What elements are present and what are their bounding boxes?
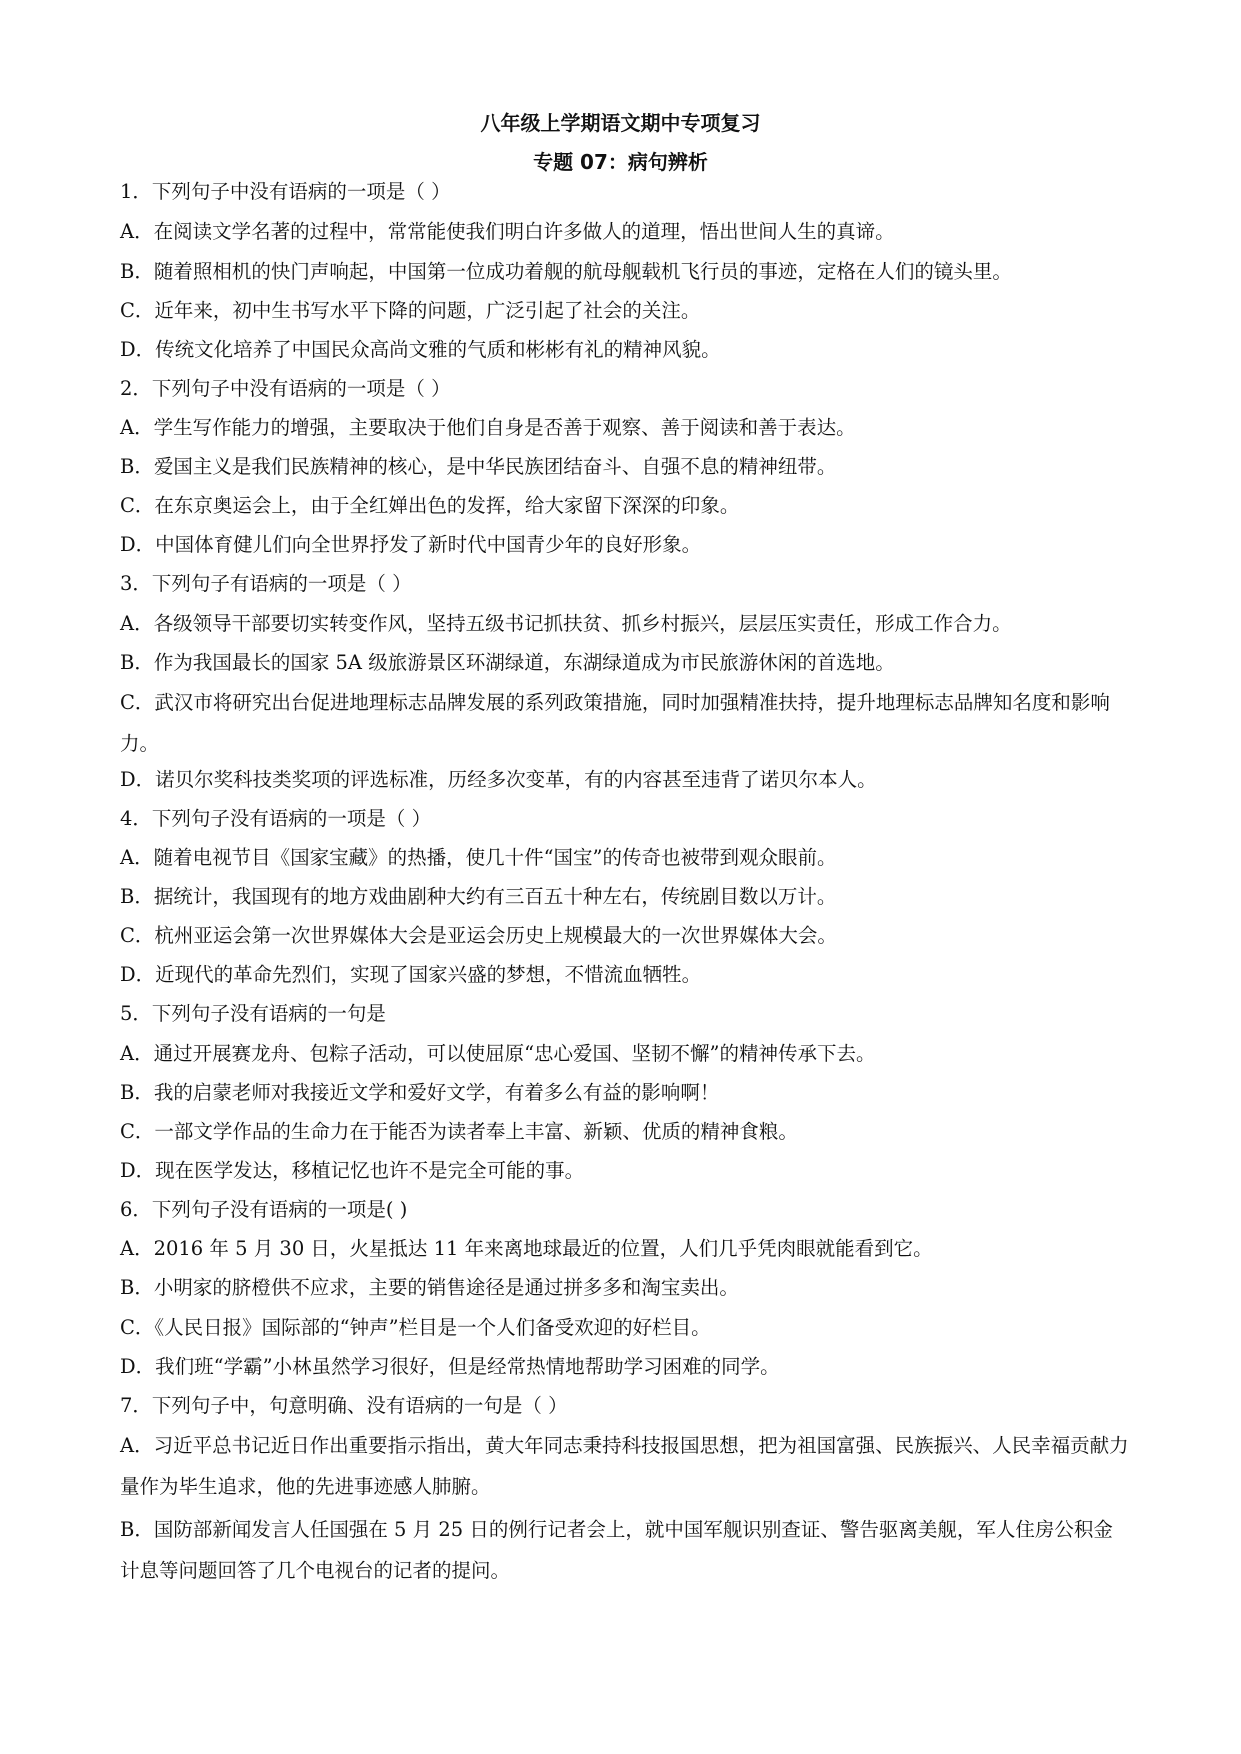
question-4-option-c: C．杭州亚运会第一次世界媒体大会是亚运会历史上规模最大的一次世界媒体大会。 bbox=[120, 924, 837, 947]
document-subtitle: 专题 07：病句辨析 bbox=[533, 150, 708, 174]
question-7-option-a: A．习近平总书记近日作出重要指示指出，黄大年同志秉持科技报国思想，把为祖国富强、民族振兴、人民幸福贡献力量作为毕生追求，他的先进事迹感人肺腑。 bbox=[120, 1434, 1129, 1498]
question-4-option-a: A．随着电视节目《国家宝藏》的热播，使几十件“国宝”的传奇也被带到观众眼前。 bbox=[120, 846, 837, 869]
question-3-stem: 3．下列句子有语病的一项是（ ） bbox=[120, 572, 412, 595]
question-6-option-a: A．2016 年 5 月 30 日，火星抵达 11 年来离地球最近的位置，人们几乎凭肉眼就能看到它。 bbox=[120, 1237, 933, 1260]
question-6-option-d: D．我们班“学霸”小林虽然学习很好，但是经常热情地帮助学习困难的同学。 bbox=[120, 1355, 780, 1378]
question-6-option-b: B．小明家的脐橙供不应求，主要的销售途径是通过拼多多和淘宝卖出。 bbox=[120, 1276, 739, 1299]
question-1-option-c: C．近年来，初中生书写水平下降的问题，广泛引起了社会的关注。 bbox=[120, 299, 701, 322]
question-1-option-b: B．随着照相机的快门声响起，中国第一位成功着舰的航母舰载机飞行员的事迹，定格在人们的镜头里。 bbox=[120, 260, 1012, 283]
question-5-option-d: D．现在医学发达，移植记忆也许不是完全可能的事。 bbox=[120, 1159, 585, 1182]
question-2-option-c: C．在东京奥运会上，由于全红婵出色的发挥，给大家留下深深的印象。 bbox=[120, 494, 740, 517]
question-3-option-d: D．诺贝尔奖科技类奖项的评选标准，历经多次变革，有的内容甚至违背了诺贝尔本人。 bbox=[120, 768, 877, 791]
question-3-option-b: B．作为我国最长的国家 5A 级旅游景区环湖绿道，东湖绿道成为市民旅游休闲的首选地。 bbox=[120, 651, 895, 674]
question-2-option-d: D．中国体育健儿们向全世界抒发了新时代中国青少年的良好形象。 bbox=[120, 533, 702, 556]
question-2-option-b: B．爱国主义是我们民族精神的核心，是中华民族团结奋斗、自强不息的精神纽带。 bbox=[120, 455, 837, 478]
question-1-option-d: D．传统文化培养了中国民众高尚文雅的气质和彬彬有礼的精神风貌。 bbox=[120, 338, 721, 361]
question-5-stem: 5．下列句子没有语病的一句是 bbox=[120, 1002, 386, 1025]
question-4-option-b: B．据统计，我国现有的地方戏曲剧种大约有三百五十种左右，传统剧目数以万计。 bbox=[120, 885, 837, 908]
question-6-stem: 6．下列句子没有语病的一项是( ) bbox=[120, 1198, 408, 1221]
question-7-stem: 7．下列句子中，句意明确、没有语病的一句是（ ） bbox=[120, 1394, 568, 1417]
question-7-option-b: B．国防部新闻发言人任国强在 5 月 25 日的例行记者会上，就中国军舰识别查证、警告驱离美舰，军人住房公积金计息等问题回答了几个电视台的记者的提问。 bbox=[120, 1518, 1113, 1582]
question-2-option-a: A．学生写作能力的增强，主要取决于他们自身是否善于观察、善于阅读和善于表达。 bbox=[120, 416, 856, 439]
question-3-option-c: C．武汉市将研究出台促进地理标志品牌发展的系列政策措施，同时加强精准扶持，提升地理标志品牌知名度和影响力。 bbox=[120, 691, 1110, 755]
question-4-stem: 4．下列句子没有语病的一项是（ ） bbox=[120, 807, 432, 830]
question-1-option-a: A．在阅读文学名著的过程中，常常能使我们明白许多做人的道理，悟出世间人生的真谛。 bbox=[120, 220, 895, 243]
document-title: 八年级上学期语文期中专项复习 bbox=[480, 111, 761, 135]
question-5-option-c: C．一部文学作品的生命力在于能否为读者奉上丰富、新颖、优质的精神食粮。 bbox=[120, 1120, 798, 1143]
question-1-stem: 1．下列句子中没有语病的一项是（ ） bbox=[120, 180, 451, 203]
question-2-stem: 2．下列句子中没有语病的一项是（ ） bbox=[120, 377, 451, 400]
question-3-option-a: A．各级领导干部要切实转变作风，坚持五级书记抓扶贫、抓乡村振兴，层层压实责任，形成工作合力。 bbox=[120, 612, 1012, 635]
question-4-option-d: D．近现代的革命先烈们，实现了国家兴盛的梦想，不惜流血牺牲。 bbox=[120, 963, 702, 986]
question-5-option-a: A．通过开展赛龙舟、包粽子活动，可以使屈原“忠心爱国、坚韧不懈”的精神传承下去。 bbox=[120, 1042, 876, 1065]
question-6-option-c: C．《人民日报》国际部的“钟声”栏目是一个人们备受欢迎的好栏目。 bbox=[120, 1316, 711, 1339]
question-5-option-b: B．我的启蒙老师对我接近文学和爱好文学，有着多么有益的影响啊！ bbox=[120, 1081, 720, 1104]
